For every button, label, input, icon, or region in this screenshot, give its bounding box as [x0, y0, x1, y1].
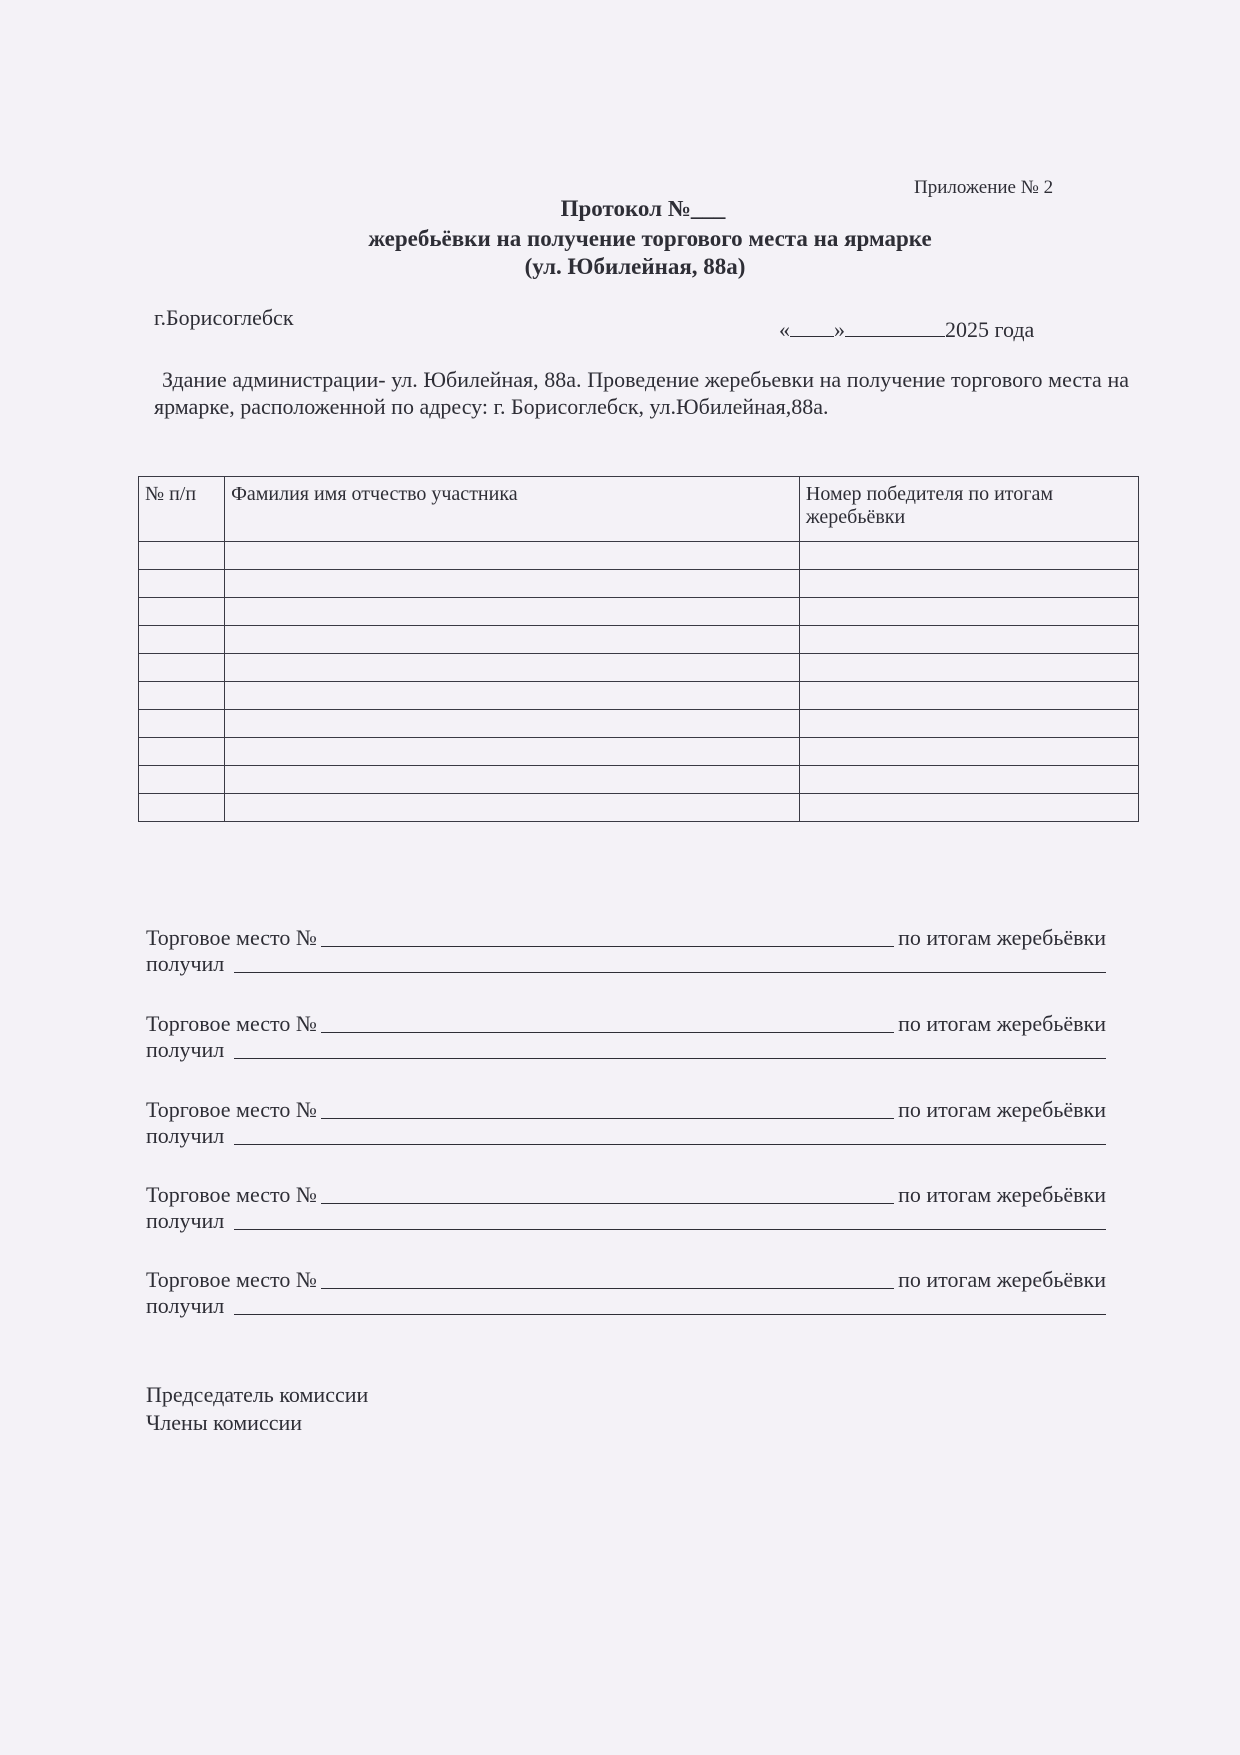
trade-slot [146, 925, 1106, 977]
signatures [146, 1381, 368, 1437]
cell-name[interactable] [225, 738, 800, 766]
trade-slot [146, 1182, 1106, 1234]
date-field [779, 317, 1034, 343]
slot-suffix: по итогам жеребьёвки [898, 925, 1106, 950]
slot-label: Торговое место № [146, 1182, 317, 1207]
slot-number-blank[interactable] [321, 1100, 894, 1119]
cell-winner[interactable] [799, 542, 1138, 570]
cell-number[interactable] [139, 738, 225, 766]
cell-winner[interactable] [799, 654, 1138, 682]
cell-name[interactable] [225, 682, 800, 710]
cell-winner[interactable] [799, 710, 1138, 738]
cell-number[interactable] [139, 598, 225, 626]
slot-received-label: получил [146, 1037, 225, 1062]
table-body [139, 542, 1139, 822]
slot-suffix: по итогам жеребьёвки [898, 1011, 1106, 1036]
cell-number[interactable] [139, 710, 225, 738]
cell-winner[interactable] [799, 570, 1138, 598]
cell-number[interactable] [139, 626, 225, 654]
slot-label: Торговое место № [146, 1097, 317, 1122]
cell-name[interactable] [225, 654, 800, 682]
cell-winner[interactable] [799, 598, 1138, 626]
cell-number[interactable] [139, 570, 225, 598]
members-label: Члены комиссии [146, 1410, 303, 1435]
cell-name[interactable] [225, 626, 800, 654]
cell-name[interactable] [225, 766, 800, 794]
appendix-label: Приложение № 2 [914, 177, 1054, 198]
table-row [139, 682, 1139, 710]
table-row [139, 570, 1139, 598]
date-close-quote: » [834, 317, 845, 342]
table-row [139, 626, 1139, 654]
slot-suffix: по итогам жеребьёвки [898, 1267, 1106, 1292]
slot-number-blank[interactable] [321, 1014, 894, 1033]
cell-winner[interactable] [799, 626, 1138, 654]
table-row [139, 766, 1139, 794]
table-row [139, 794, 1139, 822]
table-row [139, 710, 1139, 738]
cell-winner[interactable] [799, 682, 1138, 710]
slot-recipient-blank[interactable] [234, 954, 1106, 973]
document-address: (ул. Юбилейная, 88а) [524, 254, 746, 279]
cell-number[interactable] [139, 766, 225, 794]
date-year: 2025 года [945, 317, 1035, 342]
cell-number[interactable] [139, 682, 225, 710]
table-row [139, 654, 1139, 682]
table-header-row [139, 477, 1139, 542]
cell-number[interactable] [139, 794, 225, 822]
date-open-quote: « [779, 317, 790, 342]
slot-recipient-blank[interactable] [234, 1126, 1106, 1145]
document-subtitle: жеребьёвки на получение торгового места на ярмарке [368, 226, 932, 251]
cell-name[interactable] [225, 794, 800, 822]
header-number: № п/п [139, 477, 225, 542]
cell-name[interactable] [225, 570, 800, 598]
slot-number-blank[interactable] [321, 1185, 894, 1204]
header-name: Фамилия имя отчество участника [225, 477, 800, 542]
date-month-blank[interactable] [845, 318, 945, 337]
trade-slot [146, 1267, 1106, 1319]
document-title: Протокол №___ [560, 196, 726, 221]
cell-winner[interactable] [799, 738, 1138, 766]
slot-recipient-blank[interactable] [234, 1040, 1106, 1059]
slot-received-label: получил [146, 951, 225, 976]
slot-received-label: получил [146, 1293, 225, 1318]
table-row [139, 542, 1139, 570]
cell-winner[interactable] [799, 794, 1138, 822]
slot-recipient-blank[interactable] [234, 1211, 1106, 1230]
trade-slot [146, 1011, 1106, 1063]
slot-suffix: по итогам жеребьёвки [898, 1182, 1106, 1207]
cell-name[interactable] [225, 542, 800, 570]
header-winner-number: Номер победителя по итогам жеребьёвки [799, 477, 1138, 542]
slot-suffix: по итогам жеребьёвки [898, 1097, 1106, 1122]
slot-received-label: получил [146, 1123, 225, 1148]
cell-name[interactable] [225, 598, 800, 626]
cell-winner[interactable] [799, 766, 1138, 794]
participants-table [138, 476, 1139, 822]
cell-number[interactable] [139, 654, 225, 682]
intro-paragraph: Здание администрации- ул. Юбилейная, 88а. Проведение жеребьевки на получение торгового места на ярмарке, расположенной по адресу: г. Борисоглебск, ул.Юбилейная,88а. [154, 367, 1129, 419]
cell-name[interactable] [225, 710, 800, 738]
slot-label: Торговое место № [146, 925, 317, 950]
table-row [139, 598, 1139, 626]
cell-number[interactable] [139, 542, 225, 570]
table-row [139, 738, 1139, 766]
slot-number-blank[interactable] [321, 1270, 894, 1289]
slot-label: Торговое место № [146, 1011, 317, 1036]
slot-label: Торговое место № [146, 1267, 317, 1292]
chairman-label: Председатель комиссии [146, 1382, 369, 1407]
trade-slot [146, 1097, 1106, 1149]
date-day-blank[interactable] [790, 318, 834, 337]
slot-received-label: получил [146, 1208, 225, 1233]
city-label: г.Борисоглебск [154, 305, 294, 330]
slot-recipient-blank[interactable] [234, 1296, 1106, 1315]
slot-number-blank[interactable] [321, 928, 894, 947]
